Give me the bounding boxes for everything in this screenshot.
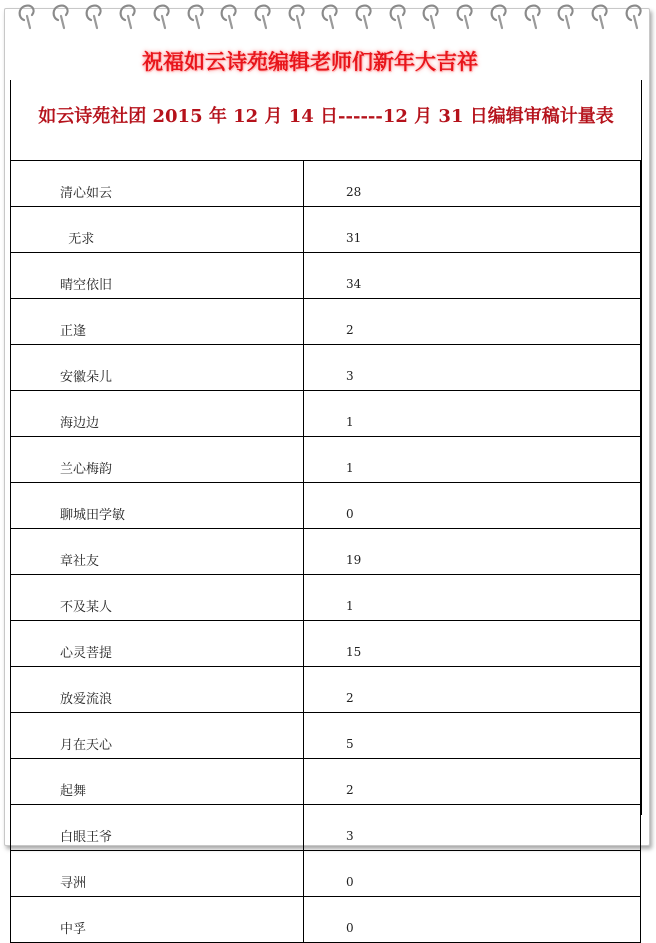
review-count-cell: 0 (304, 851, 641, 897)
editor-name-cell: 白眼王爷 (11, 805, 304, 851)
review-count-cell: 2 (304, 299, 641, 345)
table-row (11, 437, 641, 483)
binding-ring-icon (151, 2, 175, 32)
spiral-binding (0, 0, 656, 34)
editor-review-table (10, 160, 641, 943)
editor-name-cell: 海边边 (11, 391, 304, 437)
review-count-cell: 3 (304, 805, 641, 851)
editor-name-cell: 不及某人 (11, 575, 304, 621)
editor-name-cell: 放爱流浪 (11, 667, 304, 713)
editor-name-cell: 晴空依旧 (11, 253, 304, 299)
review-count-cell: 19 (304, 529, 641, 575)
editor-name-cell: 安徽朵儿 (11, 345, 304, 391)
review-count-cell: 2 (304, 759, 641, 805)
binding-ring-icon (387, 2, 411, 32)
review-count-cell: 5 (304, 713, 641, 759)
page-title: 如云诗苑社团 2015 年 12 月 14 日------12 月 31 日编辑审稿计量表 (38, 106, 614, 127)
table-row (11, 207, 641, 253)
review-count-cell: 31 (304, 207, 641, 253)
table-row (11, 161, 641, 207)
review-count-cell: 0 (304, 897, 641, 943)
table-row (11, 759, 641, 805)
binding-ring-icon (589, 2, 613, 32)
review-count-cell: 28 (304, 161, 641, 207)
review-count-cell: 1 (304, 437, 641, 483)
binding-ring-icon (185, 2, 209, 32)
table-row (11, 621, 641, 667)
table-row (11, 805, 641, 851)
table-row (11, 299, 641, 345)
table-row (11, 897, 641, 943)
table-row (11, 575, 641, 621)
editor-name-cell: 兰心梅韵 (11, 437, 304, 483)
table-row (11, 667, 641, 713)
binding-ring-icon (522, 2, 546, 32)
table-row (11, 345, 641, 391)
editor-name-cell: 起舞 (11, 759, 304, 805)
review-count-cell: 0 (304, 483, 641, 529)
table-row (11, 483, 641, 529)
table-row (11, 253, 641, 299)
editor-name-cell: 聊城田学敏 (11, 483, 304, 529)
binding-ring-icon (623, 2, 647, 32)
review-count-cell: 2 (304, 667, 641, 713)
review-count-cell: 15 (304, 621, 641, 667)
binding-ring-icon (286, 2, 310, 32)
editor-name-cell: 无求 (11, 207, 304, 253)
binding-ring-icon (252, 2, 276, 32)
table-row (11, 529, 641, 575)
editor-name-cell: 清心如云 (11, 161, 304, 207)
editor-name-cell: 正逢 (11, 299, 304, 345)
binding-ring-icon (488, 2, 512, 32)
table-row (11, 713, 641, 759)
review-count-cell: 1 (304, 391, 641, 437)
binding-ring-icon (353, 2, 377, 32)
editor-name-cell: 月在天心 (11, 713, 304, 759)
binding-ring-icon (218, 2, 242, 32)
review-count-cell: 1 (304, 575, 641, 621)
review-count-cell: 34 (304, 253, 641, 299)
binding-ring-icon (420, 2, 444, 32)
binding-ring-icon (83, 2, 107, 32)
table-row (11, 391, 641, 437)
editor-name-cell: 心灵菩提 (11, 621, 304, 667)
binding-ring-icon (16, 2, 40, 32)
review-count-cell: 3 (304, 345, 641, 391)
binding-ring-icon (454, 2, 478, 32)
banner-greeting: 祝福如云诗苑编辑老师们新年大吉祥 (142, 50, 478, 74)
binding-ring-icon (117, 2, 141, 32)
editor-name-cell: 中孚 (11, 897, 304, 943)
table-row (11, 851, 641, 897)
editor-name-cell: 章社友 (11, 529, 304, 575)
binding-ring-icon (319, 2, 343, 32)
binding-ring-icon (555, 2, 579, 32)
binding-ring-icon (50, 2, 74, 32)
editor-name-cell: 寻洲 (11, 851, 304, 897)
